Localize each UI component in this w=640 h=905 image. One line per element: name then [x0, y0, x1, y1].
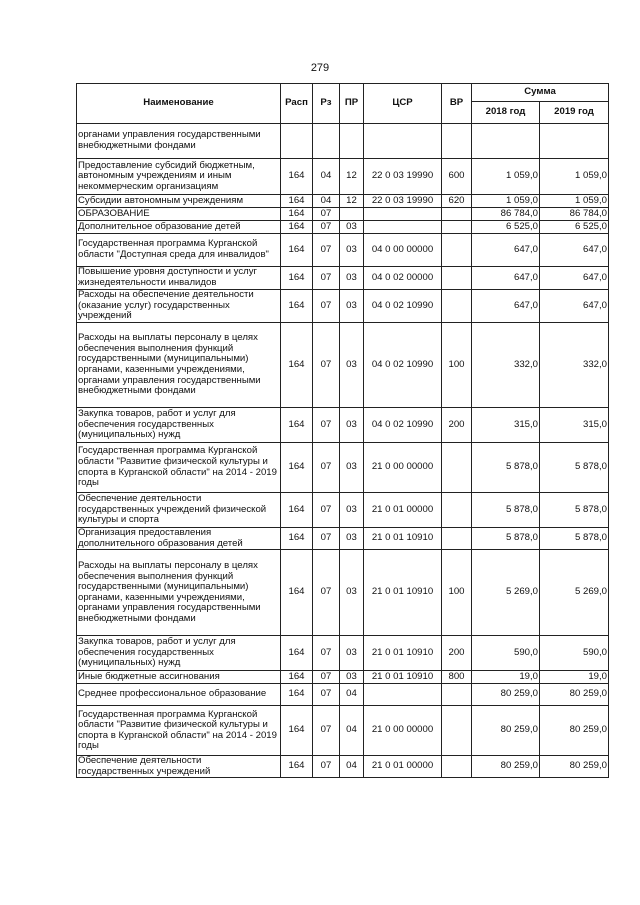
- row-vr: [442, 208, 472, 221]
- table-row: [77, 443, 609, 493]
- row-name: Закупка товаров, работ и услуг для обеспечения государственных (муниципальных) нужд: [77, 636, 281, 671]
- row-sum-2018: 86 784,0: [472, 208, 540, 221]
- row-name: Иные бюджетные ассигнования: [77, 671, 281, 684]
- row-rasp: 164: [281, 706, 313, 756]
- row-csr: 04 0 02 10990: [364, 290, 442, 323]
- row-pr: 03: [340, 443, 364, 493]
- row-pr: 03: [340, 267, 364, 290]
- table-row: [77, 124, 609, 159]
- row-sum-2019: 1 059,0: [540, 159, 609, 195]
- row-name: Повышение уровня доступности и услуг жизнедеятельности инвалидов: [77, 267, 281, 290]
- row-sum-2019: 19,0: [540, 671, 609, 684]
- row-sum-2018: 80 259,0: [472, 706, 540, 756]
- row-sum-2018: 5 878,0: [472, 528, 540, 550]
- row-rasp: 164: [281, 234, 313, 267]
- row-rasp: 164: [281, 408, 313, 443]
- row-csr: 21 0 01 00000: [364, 756, 442, 778]
- row-rasp: 164: [281, 195, 313, 208]
- table-row: [77, 756, 609, 778]
- row-pr: 03: [340, 323, 364, 408]
- row-name: Государственная программа Курганской области "Развитие физической культуры и спорта в Курганской области" на 2014 - 2019 годы: [77, 443, 281, 493]
- row-sum-2018: 647,0: [472, 234, 540, 267]
- row-vr: 620: [442, 195, 472, 208]
- row-sum-2019: 5 269,0: [540, 550, 609, 636]
- row-rz: 07: [313, 221, 340, 234]
- row-rz: 04: [313, 195, 340, 208]
- header-rz: Рз: [313, 84, 340, 124]
- row-rasp: [281, 124, 313, 159]
- row-csr: [364, 124, 442, 159]
- table-row: [77, 706, 609, 756]
- header-pr: ПР: [340, 84, 364, 124]
- row-name: Государственная программа Курганской области "Развитие физической культуры и спорта в Курганской области" на 2014 - 2019 годы: [77, 706, 281, 756]
- row-sum-2019: 5 878,0: [540, 528, 609, 550]
- row-pr: [340, 208, 364, 221]
- row-pr: 03: [340, 221, 364, 234]
- row-sum-2019: 647,0: [540, 234, 609, 267]
- row-sum-2018: 5 878,0: [472, 443, 540, 493]
- row-name: Расходы на обеспечение деятельности (оказание услуг) государственных учреждений: [77, 290, 281, 323]
- row-rz: 07: [313, 684, 340, 706]
- row-csr: [364, 221, 442, 234]
- row-csr: 04 0 00 00000: [364, 234, 442, 267]
- row-rasp: 164: [281, 323, 313, 408]
- row-rasp: 164: [281, 159, 313, 195]
- row-vr: [442, 290, 472, 323]
- table-row: [77, 408, 609, 443]
- row-name: Среднее профессиональное образование: [77, 684, 281, 706]
- row-csr: 22 0 03 19990: [364, 195, 442, 208]
- row-rz: 07: [313, 323, 340, 408]
- row-name: органами управления государственными внебюджетными фондами: [77, 124, 281, 159]
- row-sum-2019: [540, 124, 609, 159]
- row-name: Государственная программа Курганской области "Доступная среда для инвалидов": [77, 234, 281, 267]
- table-body: [77, 124, 609, 778]
- row-pr: 03: [340, 408, 364, 443]
- row-vr: [442, 234, 472, 267]
- table-row: [77, 234, 609, 267]
- row-pr: 03: [340, 234, 364, 267]
- row-csr: [364, 684, 442, 706]
- row-pr: 04: [340, 706, 364, 756]
- row-sum-2019: 1 059,0: [540, 195, 609, 208]
- table-row: [77, 323, 609, 408]
- row-sum-2019: 590,0: [540, 636, 609, 671]
- row-csr: 04 0 02 10990: [364, 323, 442, 408]
- row-rasp: 164: [281, 528, 313, 550]
- row-rasp: 164: [281, 493, 313, 528]
- row-pr: [340, 124, 364, 159]
- row-rasp: 164: [281, 208, 313, 221]
- row-sum-2018: 647,0: [472, 290, 540, 323]
- row-csr: 21 0 01 10910: [364, 528, 442, 550]
- header-vr: ВР: [442, 84, 472, 124]
- row-rasp: 164: [281, 671, 313, 684]
- row-csr: 21 0 00 00000: [364, 443, 442, 493]
- row-sum-2019: 332,0: [540, 323, 609, 408]
- row-csr: 21 0 00 00000: [364, 706, 442, 756]
- row-csr: 04 0 02 00000: [364, 267, 442, 290]
- row-sum-2018: 1 059,0: [472, 159, 540, 195]
- row-name: Расходы на выплаты персоналу в целях обеспечения выполнения функций государственными (муниципальными) органами, казенными учреждениями, органами управления государственными внебюджетными фондами: [77, 323, 281, 408]
- row-sum-2019: 80 259,0: [540, 706, 609, 756]
- table-row: [77, 684, 609, 706]
- row-sum-2018: 6 525,0: [472, 221, 540, 234]
- header-2018: 2018 год: [472, 102, 540, 124]
- row-csr: [364, 208, 442, 221]
- row-csr: 21 0 01 10910: [364, 550, 442, 636]
- row-sum-2019: 647,0: [540, 290, 609, 323]
- row-pr: 03: [340, 528, 364, 550]
- table-row: [77, 493, 609, 528]
- row-rz: 07: [313, 756, 340, 778]
- row-name: Расходы на выплаты персоналу в целях обеспечения выполнения функций государственными (муниципальными) органами, казенными учреждениями, органами управления государственными внебюджетными фондами: [77, 550, 281, 636]
- row-pr: 03: [340, 550, 364, 636]
- table-row: [77, 208, 609, 221]
- row-pr: 04: [340, 684, 364, 706]
- row-rasp: 164: [281, 684, 313, 706]
- row-name: Организация предоставления дополнительного образования детей: [77, 528, 281, 550]
- row-vr: 100: [442, 550, 472, 636]
- row-pr: 03: [340, 671, 364, 684]
- row-name: Обеспечение деятельности государственных учреждений физической культуры и спорта: [77, 493, 281, 528]
- table-row: [77, 671, 609, 684]
- row-sum-2018: 315,0: [472, 408, 540, 443]
- row-rz: 07: [313, 290, 340, 323]
- row-vr: 200: [442, 636, 472, 671]
- header-name: Наименование: [77, 84, 281, 124]
- table-row: [77, 267, 609, 290]
- row-rz: 07: [313, 208, 340, 221]
- row-rasp: 164: [281, 550, 313, 636]
- row-sum-2018: 5 878,0: [472, 493, 540, 528]
- row-csr: 22 0 03 19990: [364, 159, 442, 195]
- header-csr: ЦСР: [364, 84, 442, 124]
- row-vr: [442, 528, 472, 550]
- row-sum-2018: [472, 124, 540, 159]
- row-rz: 07: [313, 636, 340, 671]
- row-name: Предоставление субсидий бюджетным, автономным учреждениям и иным некоммерческим организациям: [77, 159, 281, 195]
- row-rz: 07: [313, 493, 340, 528]
- row-pr: 03: [340, 290, 364, 323]
- row-vr: 600: [442, 159, 472, 195]
- header-sum: Сумма: [472, 84, 609, 102]
- row-sum-2018: 19,0: [472, 671, 540, 684]
- row-name: Субсидии автономным учреждениям: [77, 195, 281, 208]
- row-rasp: 164: [281, 267, 313, 290]
- row-rz: [313, 124, 340, 159]
- row-sum-2018: 80 259,0: [472, 684, 540, 706]
- row-pr: 12: [340, 195, 364, 208]
- header-2019: 2019 год: [540, 102, 609, 124]
- row-name: Дополнительное образование детей: [77, 221, 281, 234]
- row-name: ОБРАЗОВАНИЕ: [77, 208, 281, 221]
- table-row: [77, 636, 609, 671]
- row-csr: 21 0 01 10910: [364, 671, 442, 684]
- row-rz: 07: [313, 706, 340, 756]
- table-row: [77, 221, 609, 234]
- row-vr: [442, 493, 472, 528]
- row-vr: 100: [442, 323, 472, 408]
- table-row: [77, 550, 609, 636]
- row-name: Обеспечение деятельности государственных учреждений: [77, 756, 281, 778]
- row-vr: 200: [442, 408, 472, 443]
- row-rz: 04: [313, 159, 340, 195]
- table-row: [77, 528, 609, 550]
- row-sum-2019: 5 878,0: [540, 493, 609, 528]
- row-vr: [442, 221, 472, 234]
- row-sum-2018: 647,0: [472, 267, 540, 290]
- row-sum-2018: 332,0: [472, 323, 540, 408]
- row-vr: [442, 706, 472, 756]
- table-row: [77, 290, 609, 323]
- row-sum-2019: 647,0: [540, 267, 609, 290]
- row-sum-2019: 315,0: [540, 408, 609, 443]
- row-sum-2018: 5 269,0: [472, 550, 540, 636]
- page-number: 279: [310, 62, 330, 74]
- row-pr: 03: [340, 636, 364, 671]
- row-vr: [442, 684, 472, 706]
- row-vr: [442, 267, 472, 290]
- row-rz: 07: [313, 234, 340, 267]
- row-pr: 12: [340, 159, 364, 195]
- row-sum-2019: 80 259,0: [540, 684, 609, 706]
- row-rasp: 164: [281, 221, 313, 234]
- row-sum-2018: 1 059,0: [472, 195, 540, 208]
- row-vr: [442, 756, 472, 778]
- row-sum-2019: 80 259,0: [540, 756, 609, 778]
- header-rasp: Расп: [281, 84, 313, 124]
- row-sum-2019: 86 784,0: [540, 208, 609, 221]
- row-vr: [442, 443, 472, 493]
- row-pr: 03: [340, 493, 364, 528]
- budget-table: [76, 83, 609, 778]
- row-csr: 21 0 01 00000: [364, 493, 442, 528]
- row-sum-2019: 5 878,0: [540, 443, 609, 493]
- row-csr: 21 0 01 10910: [364, 636, 442, 671]
- row-rz: 07: [313, 550, 340, 636]
- row-rz: 07: [313, 408, 340, 443]
- table-row: [77, 159, 609, 195]
- row-rz: 07: [313, 267, 340, 290]
- row-sum-2019: 6 525,0: [540, 221, 609, 234]
- row-sum-2018: 80 259,0: [472, 756, 540, 778]
- table-row: [77, 195, 609, 208]
- row-rz: 07: [313, 443, 340, 493]
- row-vr: 800: [442, 671, 472, 684]
- row-rasp: 164: [281, 443, 313, 493]
- row-rz: 07: [313, 528, 340, 550]
- row-rz: 07: [313, 671, 340, 684]
- row-vr: [442, 124, 472, 159]
- row-name: Закупка товаров, работ и услуг для обеспечения государственных (муниципальных) нужд: [77, 408, 281, 443]
- row-sum-2018: 590,0: [472, 636, 540, 671]
- row-rasp: 164: [281, 756, 313, 778]
- row-rasp: 164: [281, 290, 313, 323]
- row-pr: 04: [340, 756, 364, 778]
- row-rasp: 164: [281, 636, 313, 671]
- row-csr: 04 0 02 10990: [364, 408, 442, 443]
